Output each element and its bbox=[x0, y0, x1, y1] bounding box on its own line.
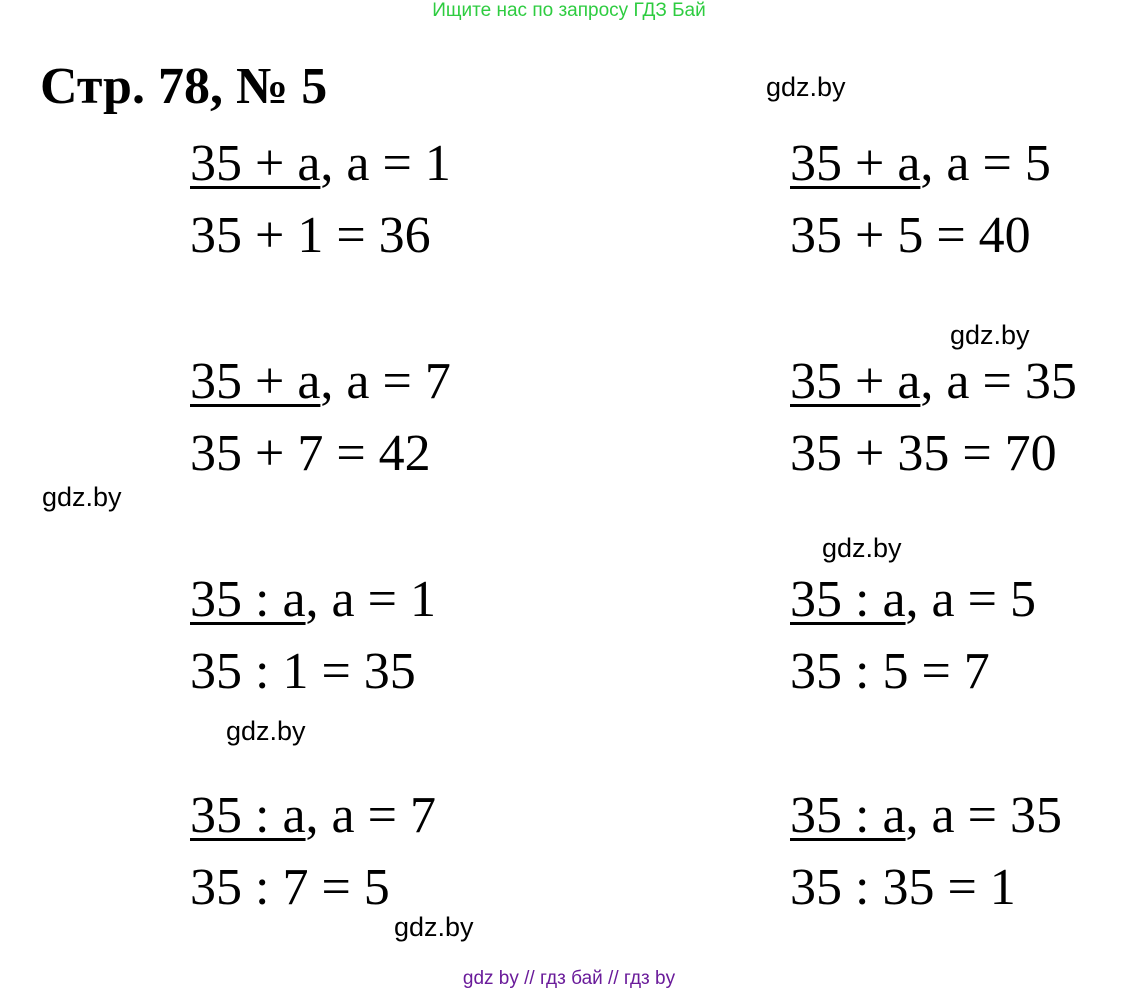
exercise-block bbox=[790, 571, 1036, 718]
condition: , a = 1 bbox=[320, 135, 451, 192]
exercise-block bbox=[790, 353, 1077, 500]
watermark: gdz.by bbox=[766, 72, 846, 102]
expression-line bbox=[190, 135, 451, 210]
expression: 35 : a bbox=[790, 571, 906, 628]
result-line: 35 + 1 = 36 bbox=[190, 207, 431, 264]
exercise-block bbox=[190, 353, 451, 500]
expression-line bbox=[790, 571, 1036, 646]
condition: , a = 7 bbox=[305, 787, 436, 844]
expression: 35 + a bbox=[790, 353, 921, 410]
result-line: 35 : 1 = 35 bbox=[190, 643, 416, 700]
result-line: 35 + 35 = 70 bbox=[790, 425, 1057, 482]
expression: 35 + a bbox=[190, 353, 321, 410]
top-banner: Ищите нас по запросу ГДЗ Бай bbox=[432, 0, 706, 21]
exercise-block bbox=[790, 787, 1062, 934]
condition: , a = 5 bbox=[905, 571, 1036, 628]
expression: 35 : a bbox=[190, 571, 306, 628]
expression: 35 + a bbox=[790, 135, 921, 192]
expression-line bbox=[190, 353, 451, 428]
expression-line bbox=[790, 135, 1051, 210]
condition: , a = 1 bbox=[305, 571, 436, 628]
watermark: gdz.by bbox=[822, 533, 902, 563]
exercise-block bbox=[790, 135, 1051, 282]
exercise-block bbox=[190, 571, 436, 718]
expression-line bbox=[190, 571, 436, 646]
expression: 35 : a bbox=[190, 787, 306, 844]
expression: 35 + a bbox=[190, 135, 321, 192]
page-title: Стр. 78, № 5 bbox=[40, 58, 328, 115]
expression: 35 : a bbox=[790, 787, 906, 844]
condition: , a = 35 bbox=[920, 353, 1077, 410]
result-line: 35 : 7 = 5 bbox=[190, 859, 390, 916]
condition: , a = 5 bbox=[920, 135, 1051, 192]
watermark: gdz.by bbox=[226, 716, 306, 746]
footer-links: gdz by // гдз бай // гдз by bbox=[462, 968, 676, 989]
watermark: gdz.by bbox=[950, 320, 1030, 350]
watermark: gdz.by bbox=[394, 912, 474, 942]
result-line: 35 + 7 = 42 bbox=[190, 425, 431, 482]
expression-line bbox=[190, 787, 436, 862]
result-line: 35 + 5 = 40 bbox=[790, 207, 1031, 264]
exercise-block bbox=[190, 135, 451, 282]
result-line: 35 : 35 = 1 bbox=[790, 859, 1016, 916]
result-line: 35 : 5 = 7 bbox=[790, 643, 990, 700]
exercise-block bbox=[190, 787, 436, 934]
watermark: gdz.by bbox=[42, 482, 122, 512]
expression-line bbox=[790, 353, 1077, 428]
condition: , a = 35 bbox=[905, 787, 1062, 844]
expression-line bbox=[790, 787, 1062, 862]
condition: , a = 7 bbox=[320, 353, 451, 410]
